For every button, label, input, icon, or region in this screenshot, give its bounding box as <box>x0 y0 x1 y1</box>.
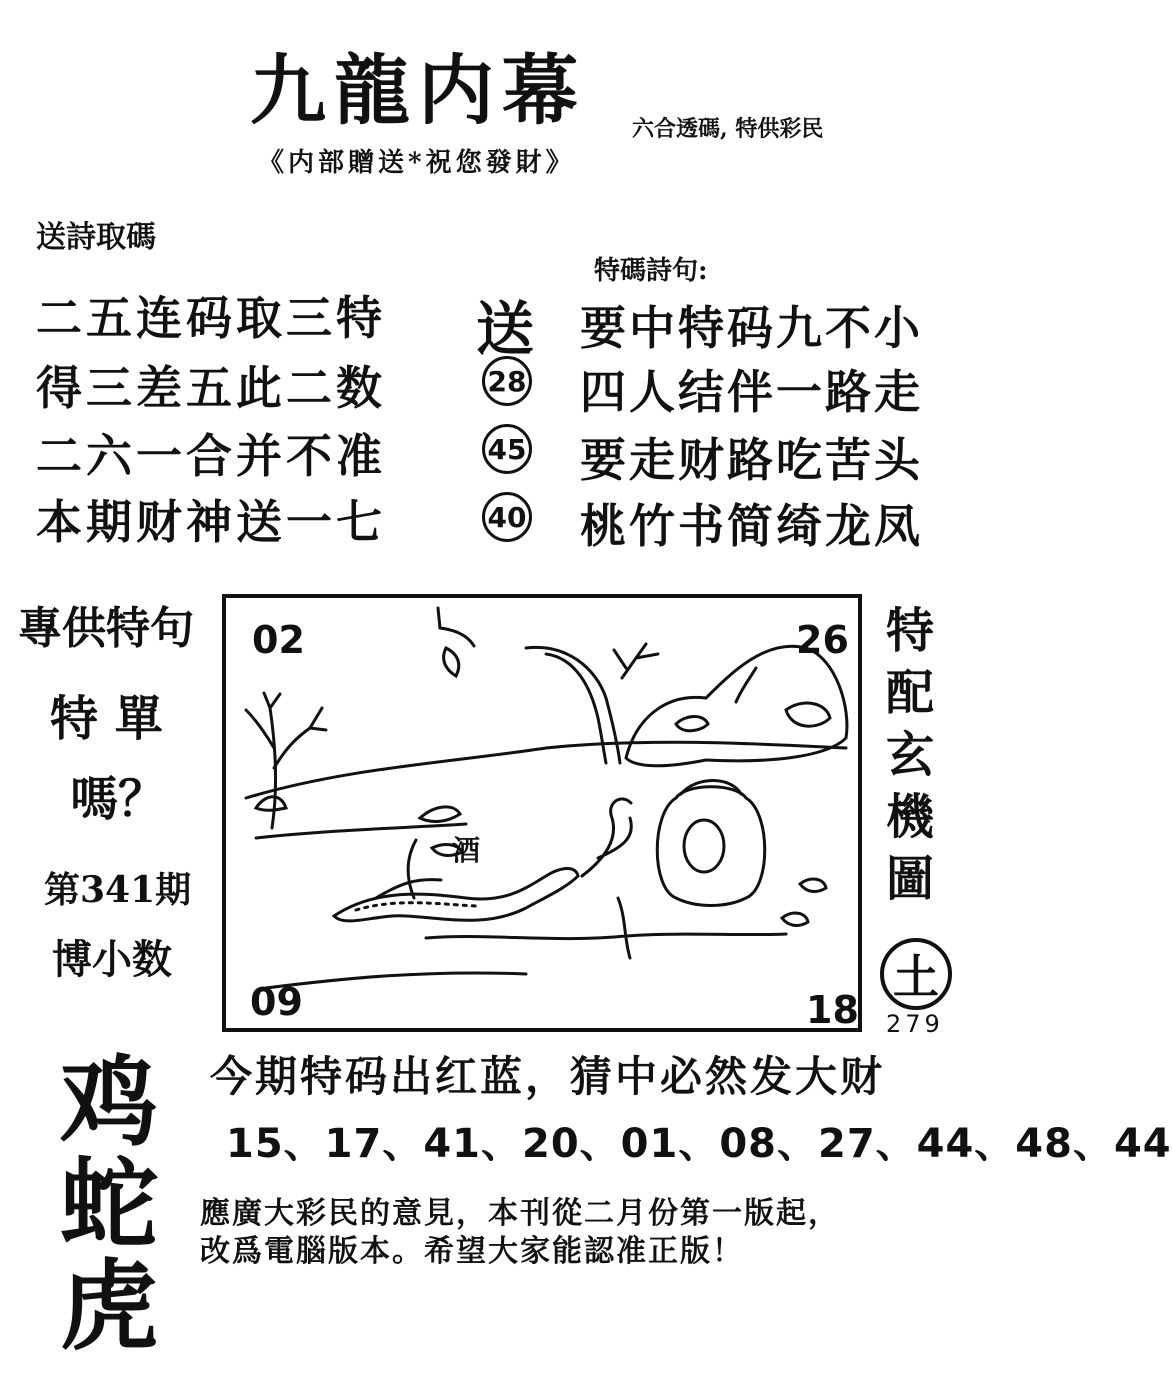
header-tagline: 六合透碼, 特供彩民 <box>632 116 824 142</box>
right-poem-label: 特碼詩句: <box>594 256 708 286</box>
ink-drawing <box>226 598 858 1028</box>
right-poem-line: 要中特码九不小 <box>580 301 923 355</box>
header-subtitle: 《内部贈送*祝您發財》 <box>258 148 576 178</box>
number-list: 15、17、41、20、01、08、27、44、48、44 <box>226 1121 1172 1167</box>
single-question-line-2: 嗎？ <box>70 771 167 827</box>
number-circle: 40 <box>482 492 532 542</box>
slogan: 今期特码出红蓝，猜中必然发大财 <box>210 1052 886 1101</box>
notice-line-1: 應廣大彩民的意見，本刊從二月份第一版起， <box>200 1196 840 1231</box>
left-poem-line: 二五连码取三特 <box>36 291 386 345</box>
notice-line-2: 改爲電腦版本。希望大家能認准正版！ <box>200 1234 744 1269</box>
left-poem-line: 二六一合并不准 <box>36 429 386 483</box>
single-question-line-1: 特 單 <box>50 691 163 747</box>
send-character: 送 <box>476 295 535 363</box>
right-poem-line: 桃竹书简绮龙凤 <box>580 499 923 553</box>
page-title: 九龍内幕 <box>250 46 586 135</box>
left-poem-line: 本期财神送一七 <box>36 495 386 549</box>
number-circle: 28 <box>482 356 532 406</box>
special-sentence-label: 專供特句 <box>18 603 194 654</box>
left-poem-label: 送詩取碼 <box>36 220 156 255</box>
issue-number: 第341期 <box>44 869 192 911</box>
code-number: 279 <box>886 1010 944 1038</box>
special-picture-label: 特配玄機圖 <box>885 603 934 907</box>
left-poem-line: 得三差五此二数 <box>36 361 386 415</box>
corner-number-top-left: 02 <box>252 618 305 662</box>
right-poem-line: 要走财路吃苦头 <box>580 433 923 487</box>
corner-number-bottom-left: 09 <box>250 980 303 1024</box>
zodiac-rooster: 鸡 <box>60 1045 159 1160</box>
right-poem-line: 四人结伴一路走 <box>580 365 923 419</box>
author-name: 博小数 <box>52 936 172 983</box>
zodiac-tiger: 虎 <box>60 1249 159 1364</box>
zodiac-snake: 蛇 <box>60 1147 159 1262</box>
corner-number-top-right: 26 <box>796 618 849 662</box>
corner-number-bottom-right: 18 <box>806 988 859 1032</box>
element-badge: 土 <box>880 938 952 1010</box>
riddle-picture <box>222 594 862 1032</box>
jar-label: 酒 <box>451 834 481 867</box>
number-circle: 45 <box>482 424 532 474</box>
